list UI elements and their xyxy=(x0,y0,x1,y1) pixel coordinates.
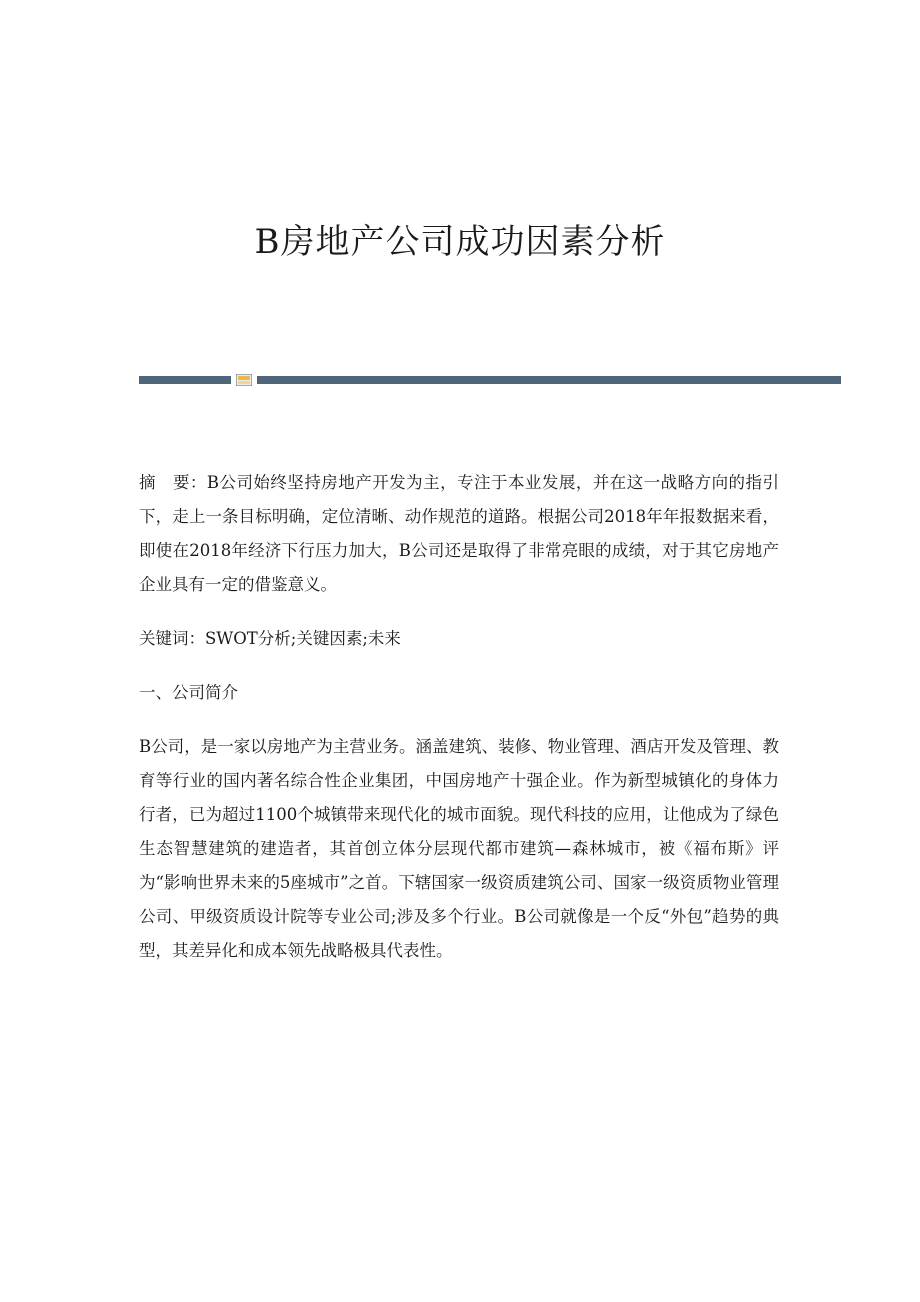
keywords xyxy=(139,622,779,656)
ornament-icon xyxy=(236,374,252,386)
keywords-text: SWOT分析;关键因素;未来 xyxy=(205,629,401,648)
abstract xyxy=(139,466,779,602)
document-title: B房地产公司成功因素分析 xyxy=(254,222,666,262)
divider-bar-left xyxy=(139,376,231,384)
document-body xyxy=(139,466,779,988)
abstract-label: 摘 要： xyxy=(139,473,207,492)
section-body: B公司，是一家以房地产为主营业务。涵盖建筑、装修、物业管理、酒店开发及管理、教育等行业的国内著名综合性企业集团，中国房地产十强企业。作为新型城镇化的身体力行者，已为超过1100个城镇带来现代化的城市面貌。现代科技的应用，让他成为了绿色生态智慧建筑的建造者，其首创立体分层现代都市建筑—森林城市，被《福布斯》评为“影响世界未来的5座城市”之首。下辖国家一级资质建筑公司、国家一级资质物业管理公司、甲级资质设计院等专业公司;涉及多个行业。B公司就像是一个反“外包”趋势的典型，其差异化和成本领先战略极具代表性。 xyxy=(139,737,779,960)
section-heading: 一、公司简介 xyxy=(139,683,238,702)
title-divider xyxy=(139,374,841,386)
keywords-label: 关键词： xyxy=(139,629,205,648)
abstract-text: B公司始终坚持房地产开发为主，专注于本业发展，并在这一战略方向的指引下，走上一条目标明确，定位清晰、动作规范的道路。根据公司2018年年报数据来看，即使在2018年经济下行压力加大，B公司还是取得了非常亮眼的成绩，对于其它房地产企业具有一定的借鉴意义。 xyxy=(139,473,779,594)
divider-bar-right xyxy=(257,376,841,384)
